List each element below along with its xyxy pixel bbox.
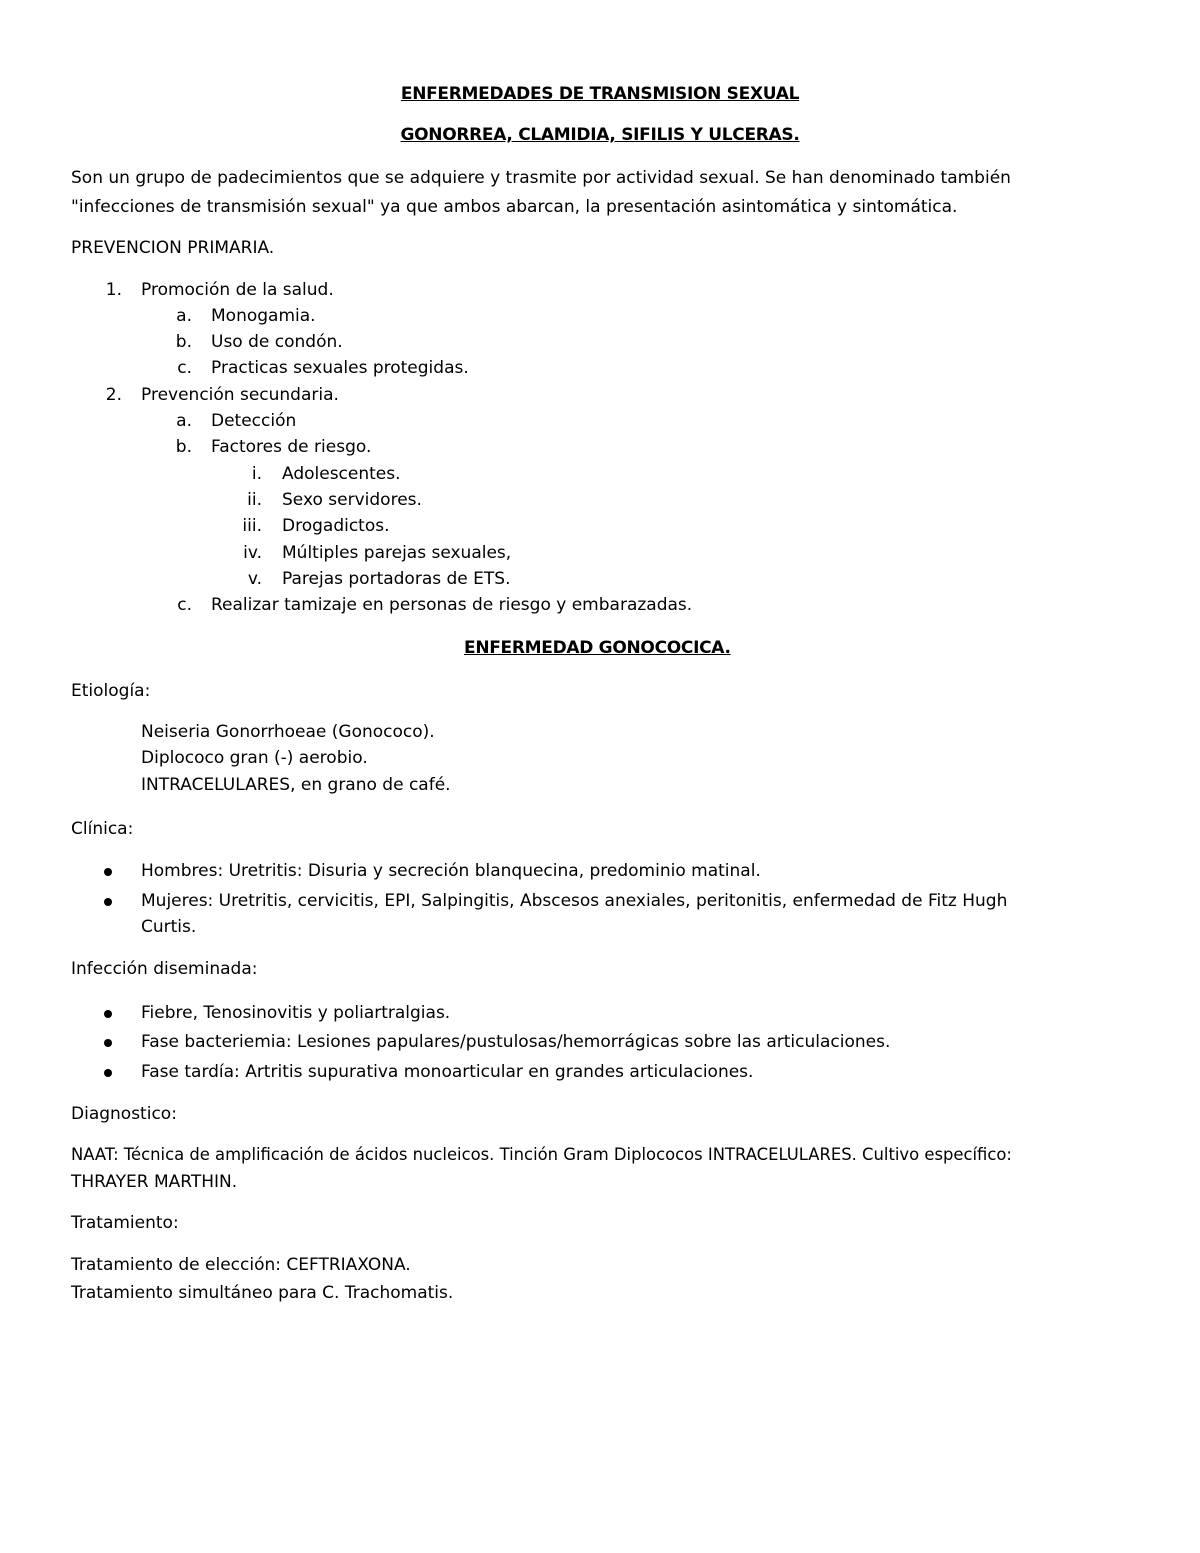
list-item: Sexo servidores. xyxy=(282,490,422,510)
diagnostico-line-2: THRAYER MARTHIN. xyxy=(71,1172,238,1192)
list-letter: b. xyxy=(175,437,192,457)
prevencion-heading: PREVENCION PRIMARIA. xyxy=(71,238,275,258)
bullet-item: Fiebre, Tenosinovitis y poliartralgias. xyxy=(141,1003,451,1023)
list-item: Múltiples parejas sexuales, xyxy=(282,543,512,563)
list-roman: ii. xyxy=(247,490,262,510)
list-letter: a. xyxy=(176,411,192,431)
bullet-item: Mujeres: Uretritis, cervicitis, EPI, Salpingitis, Abscesos anexiales, peritonitis, enfermedad de Fitz Hugh xyxy=(141,891,1008,911)
bullet-icon xyxy=(104,898,112,906)
list-number: 1. xyxy=(105,280,122,300)
section-heading-gonococica: ENFERMEDAD GONOCOCICA. xyxy=(464,638,731,658)
list-item: Detección xyxy=(211,411,297,431)
bullet-item: Fase bacteriemia: Lesiones papulares/pustulosas/hemorrágicas sobre las articulaciones. xyxy=(141,1032,891,1052)
list-item: Adolescentes. xyxy=(282,464,401,484)
list-item: Practicas sexuales protegidas. xyxy=(211,358,469,378)
list-item: Parejas portadoras de ETS. xyxy=(282,569,511,589)
diseminada-label: Infección diseminada: xyxy=(71,959,258,979)
list-item: Prevención secundaria. xyxy=(141,385,339,405)
tratamiento-line: Tratamiento de elección: CEFTRIAXONA. xyxy=(71,1255,411,1275)
document-title: ENFERMEDADES DE TRANSMISION SEXUAL xyxy=(400,84,800,104)
list-item: Promoción de la salud. xyxy=(141,280,334,300)
intro-line-2: "infecciones de transmisión sexual" ya que ambos abarcan, la presentación asintomática y sintomática. xyxy=(71,197,958,217)
document-subtitle: GONORREA, CLAMIDIA, SIFILIS Y ULCERAS. xyxy=(400,125,800,145)
tratamiento-line: Tratamiento simultáneo para C. Trachomatis. xyxy=(71,1283,454,1303)
clinica-label: Clínica: xyxy=(71,819,134,839)
bullet-item: Hombres: Uretritis: Disuria y secreción blanquecina, predominio matinal. xyxy=(141,861,761,881)
list-item: Factores de riesgo. xyxy=(211,437,372,457)
list-item: Uso de condón. xyxy=(211,332,343,352)
list-roman: iii. xyxy=(242,516,262,536)
list-letter: a. xyxy=(176,306,192,326)
bullet-icon xyxy=(104,1010,112,1018)
bullet-icon xyxy=(104,1039,112,1047)
bullet-item-continuation: Curtis. xyxy=(141,917,197,937)
list-roman: i. xyxy=(251,464,262,484)
diagnostico-line-1: NAAT: Técnica de amplificación de ácidos nucleicos. Tinción Gram Diplococos INTRACELULARES. Cultivo específico: xyxy=(71,1145,1012,1164)
list-item: Realizar tamizaje en personas de riesgo y embarazadas. xyxy=(211,595,693,615)
etiologia-line: Neiseria Gonorrhoeae (Gonococo). xyxy=(141,722,435,742)
etiologia-line: Diplococo gran (-) aerobio. xyxy=(141,748,368,768)
bullet-icon xyxy=(104,1069,112,1077)
list-number: 2. xyxy=(105,385,122,405)
intro-line-1: Son un grupo de padecimientos que se adquiere y trasmite por actividad sexual. Se han denominado también xyxy=(71,168,1011,188)
diagnostico-label: Diagnostico: xyxy=(71,1104,177,1124)
tratamiento-label: Tratamiento: xyxy=(71,1213,179,1233)
bullet-icon xyxy=(104,868,112,876)
list-item: Monogamia. xyxy=(211,306,316,326)
list-item: Drogadictos. xyxy=(282,516,390,536)
etiologia-line: INTRACELULARES, en grano de café. xyxy=(141,775,451,795)
list-letter: b. xyxy=(175,332,192,352)
list-letter: c. xyxy=(177,358,192,378)
list-roman: v. xyxy=(247,569,262,589)
list-roman: iv. xyxy=(243,543,262,563)
bullet-item: Fase tardía: Artritis supurativa monoarticular en grandes articulaciones. xyxy=(141,1062,754,1082)
etiologia-label: Etiología: xyxy=(71,681,151,701)
list-letter: c. xyxy=(177,595,192,615)
